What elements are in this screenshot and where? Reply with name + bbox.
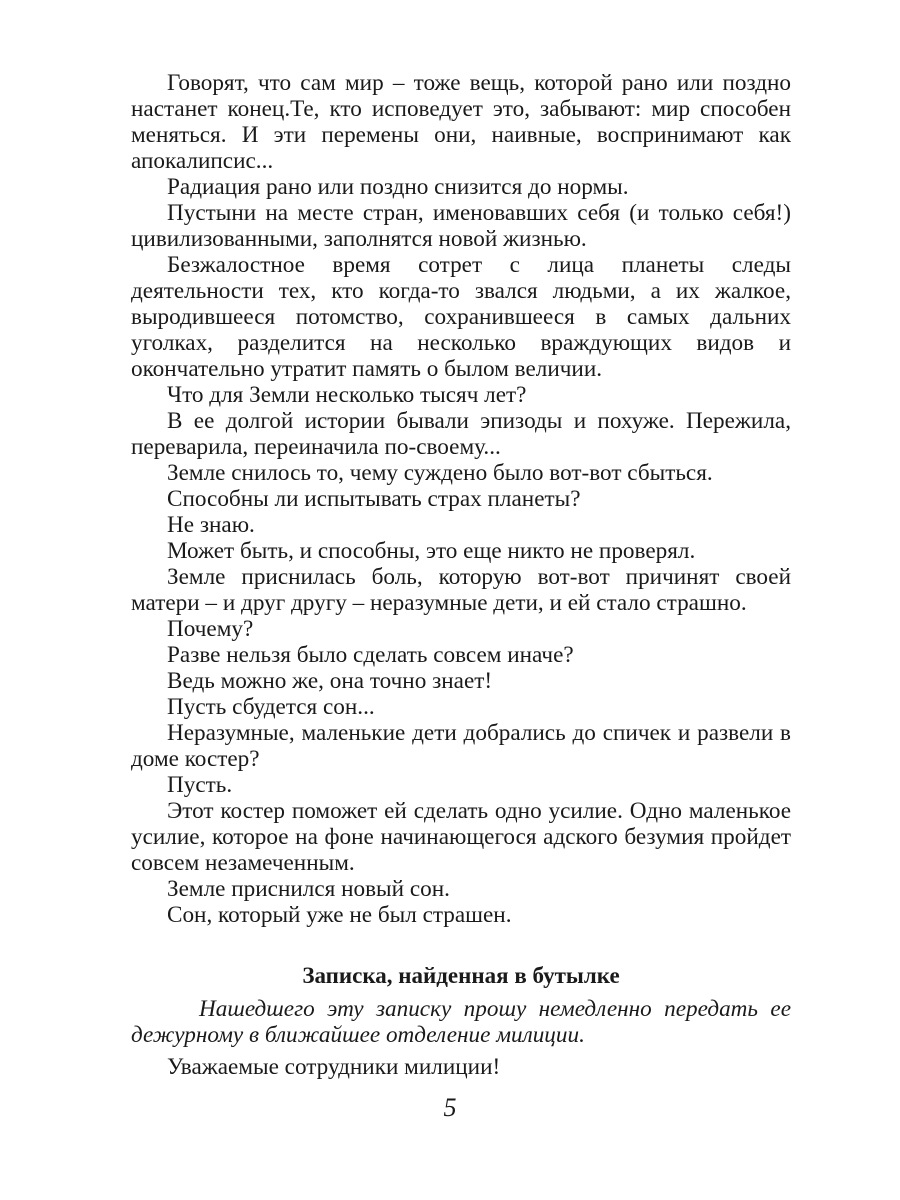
paragraph: Не знаю. <box>167 512 255 538</box>
paragraph: Что для Земли несколько тысяч лет? <box>167 382 527 408</box>
epigraph: Нашедшего эту записку прошу немедленно передать ее дежурному в ближайшее отделение милиции. <box>131 996 791 1048</box>
paragraph: Неразумные, маленькие дети добрались до спичек и развели в доме костер? <box>131 720 791 772</box>
paragraph: В ее долгой истории бывали эпизоды и похуже. Пережила, переварила, переиначила по-своему... <box>131 408 791 460</box>
paragraph: Пустыни на месте стран, именовавших себя (и только себя!) цивилизованными, заполнятся новой жизнью. <box>131 200 791 252</box>
paragraph: Этот костер поможет ей сделать одно усилие. Одно маленькое усилие, которое на фоне начинающегося адского безумия пройдет совсем незамеченным. <box>131 798 791 876</box>
paragraph: Пусть. <box>167 772 233 798</box>
paragraph: Сон, который уже не был страшен. <box>167 902 512 928</box>
paragraph: Земле приснилась боль, которую вот-вот причинят своей матери – и друг другу – неразумные дети, и ей стало страшно. <box>131 564 791 616</box>
section-title: Записка, найденная в бутылке <box>302 963 620 988</box>
paragraph: Может быть, и способны, это еще никто не проверял. <box>167 538 696 564</box>
paragraph: Разве нельзя было сделать совсем иначе? <box>167 642 574 668</box>
page-body <box>131 70 791 1080</box>
page-number: 5 <box>443 1093 457 1122</box>
paragraph: Земле снилось то, чему суждено было вот-вот сбыться. <box>167 460 713 486</box>
paragraph: Почему? <box>167 616 254 642</box>
paragraph: Ведь можно же, она точно знает! <box>167 668 493 694</box>
paragraph: Способны ли испытывать страх планеты? <box>167 486 581 512</box>
paragraph: Говорят, что сам мир – тоже вещь, которой рано или поздно настанет конец.Те, кто исповедует это, забывают: мир способен меняться. И эти перемены они, наивные, воспринимают как апокалипсис... <box>131 70 791 174</box>
paragraph: Земле приснился новый сон. <box>167 876 450 902</box>
paragraph: Безжалостное время сотрет с лица планеты следы деятельности тех, кто когда-то звался людьми, а их жалкое, выродившееся потомство, сохранившееся в самых дальних уголках, разделится на несколько враждующих видов и окончательно утратит память о былом величии. <box>131 252 791 382</box>
paragraph: Радиация рано или поздно снизится до нормы. <box>167 174 629 200</box>
paragraph: Пусть сбудется сон... <box>167 694 375 720</box>
letter-opening: Уважаемые сотрудники милиции! <box>167 1054 501 1080</box>
